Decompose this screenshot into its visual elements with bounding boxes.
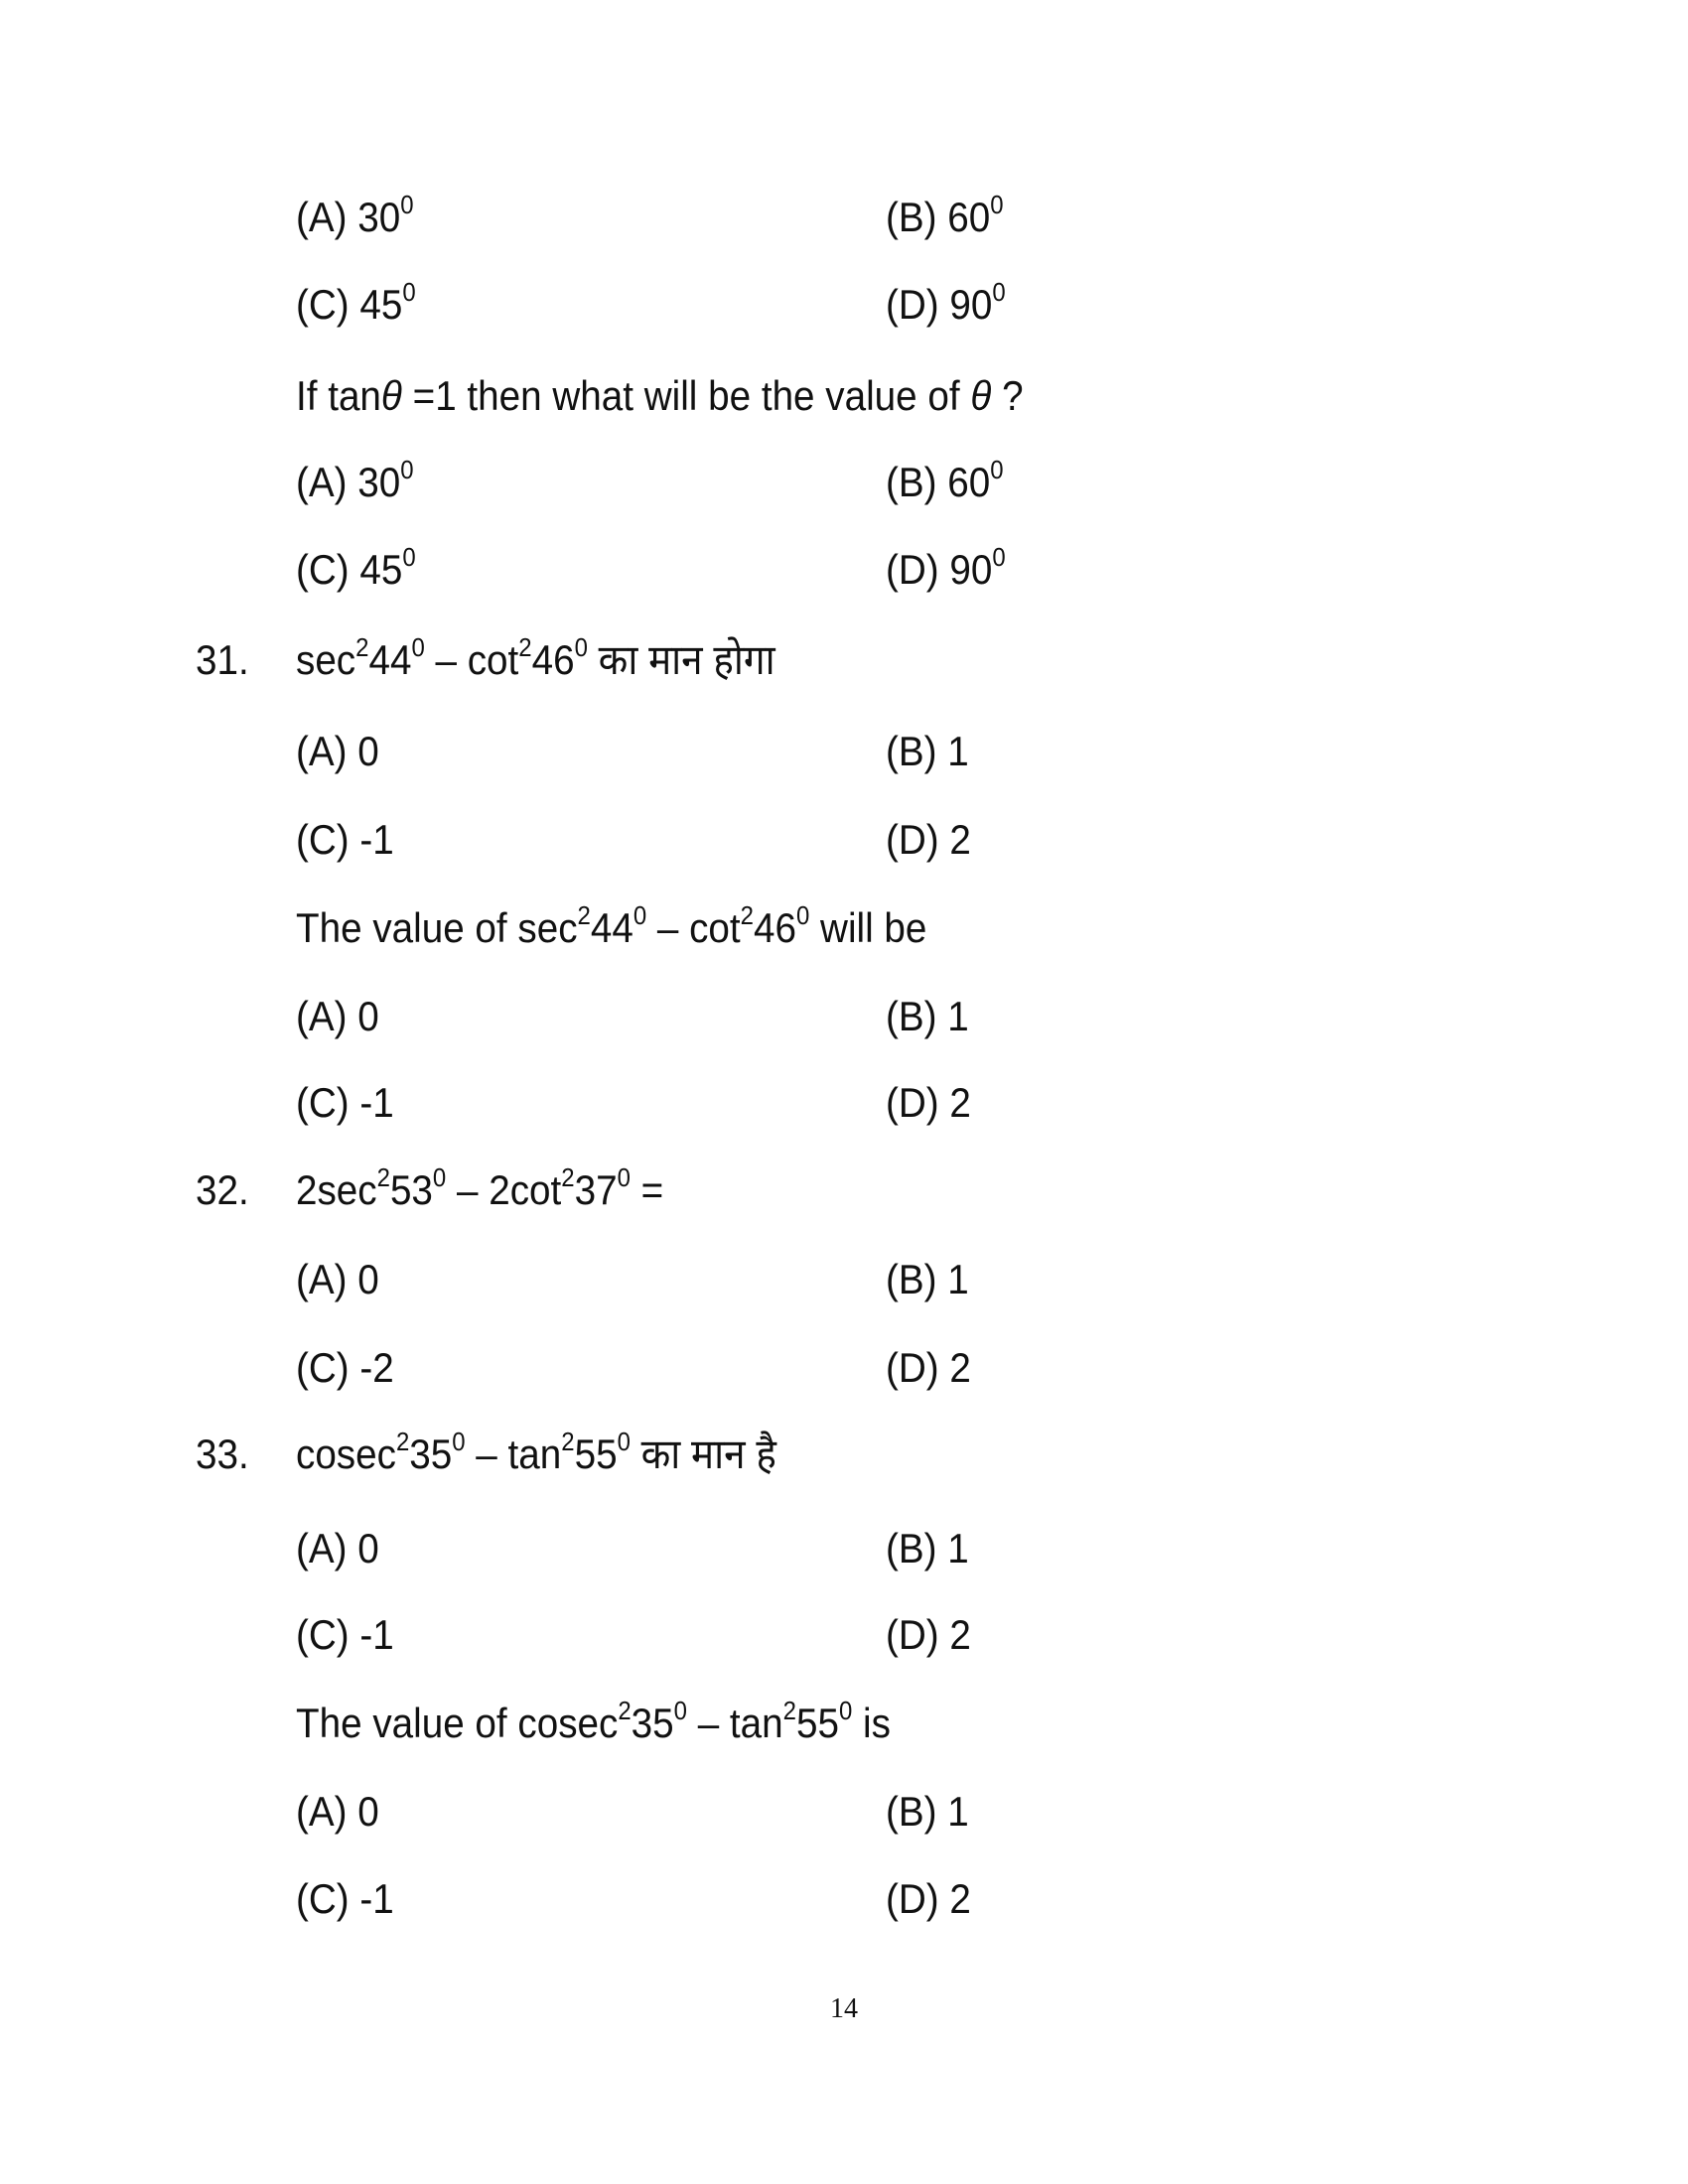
option-a: (A) $30^0$ — [296, 189, 414, 240]
option-b: (B) $60^0$ — [886, 189, 1004, 240]
option-c: (C) -2 — [296, 1344, 394, 1391]
option-b: (B) 1 — [886, 1256, 969, 1302]
question-number: 33. — [196, 1431, 249, 1477]
option-c: (C) -1 — [296, 1611, 394, 1658]
option-d: (D) 2 — [886, 1344, 971, 1391]
option-c: (C) -1 — [296, 1079, 394, 1126]
option-c: (C) -1 — [296, 1875, 394, 1922]
option-d: (D) $90^0$ — [886, 541, 1006, 593]
option-d: (D) 2 — [886, 1079, 971, 1126]
option-a: (A) 0 — [296, 728, 379, 774]
option-a: (A) 0 — [296, 1788, 379, 1835]
option-c: (C) $45^0$ — [296, 541, 416, 593]
question-stem: $2\sec^253^0 - 2\cot^237^0$ = — [296, 1161, 664, 1213]
question-stem-english: If tanθ =1 then what will be the value of θ ? — [296, 372, 1024, 419]
option-c: (C) $45^0$ — [296, 276, 416, 328]
option-c: (C) -1 — [296, 816, 394, 863]
question-stem-english: The value of $\sec^244^0 - \cot^246^0$ will be — [296, 899, 927, 951]
option-d: (D) 2 — [886, 816, 971, 863]
question-number: 32. — [196, 1166, 249, 1213]
question-stem-hindi: $\sec^244^0 - \cot^246^0$ का मान होगा — [296, 631, 775, 683]
option-d: (D) $90^0$ — [886, 276, 1006, 328]
option-b: (B) 1 — [886, 1788, 969, 1835]
option-b: (B) 1 — [886, 728, 969, 774]
option-b: (B) $60^0$ — [886, 454, 1004, 505]
option-a: (A) 0 — [296, 993, 379, 1039]
option-b: (B) 1 — [886, 1525, 969, 1571]
page-number: 14 — [830, 1993, 858, 2024]
option-d: (D) 2 — [886, 1611, 971, 1658]
question-stem-hindi: $cosec^235^0 - \tan^255^0$ का मान है — [296, 1426, 776, 1477]
option-a: (A) $30^0$ — [296, 454, 414, 505]
option-a: (A) 0 — [296, 1256, 379, 1302]
question-stem-english: The value of $cosec^235^0 - \tan^255^0$ is — [296, 1695, 891, 1746]
question-number: 31. — [196, 636, 249, 683]
option-b: (B) 1 — [886, 993, 969, 1039]
option-d: (D) 2 — [886, 1875, 971, 1922]
option-a: (A) 0 — [296, 1525, 379, 1571]
